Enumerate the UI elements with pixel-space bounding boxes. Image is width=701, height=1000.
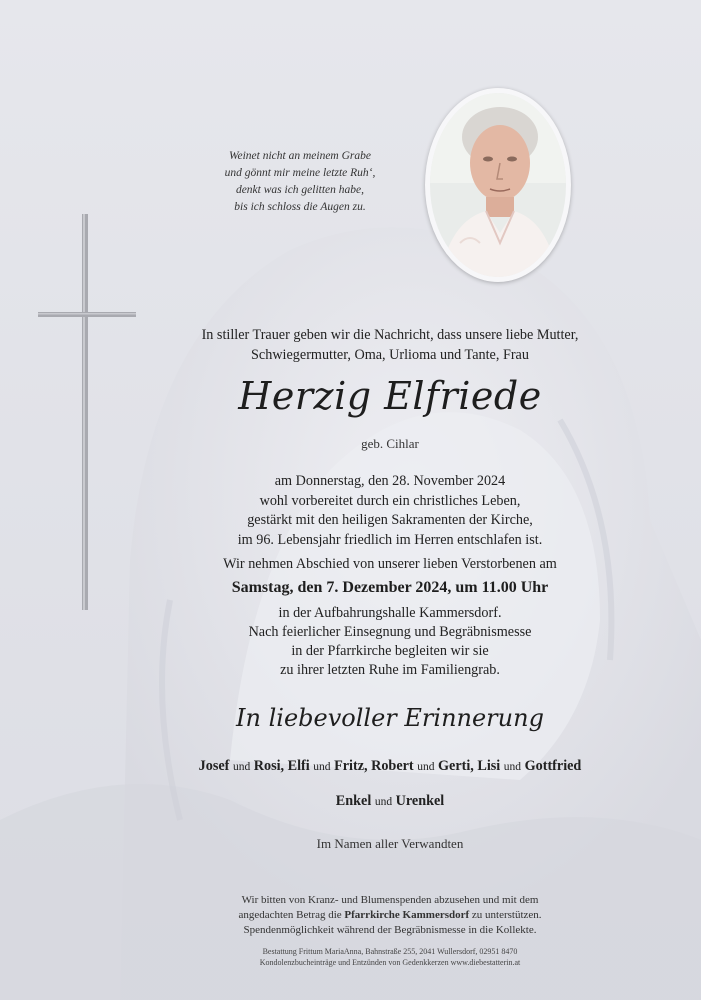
poem-line: denkt was ich gelitten habe, — [235, 184, 365, 196]
conjunction: und — [417, 761, 435, 773]
undertaker-footer — [150, 946, 630, 968]
portrait-photo — [430, 93, 566, 277]
death-line: am Donnerstag, den 28. November 2024 — [274, 473, 506, 489]
farewell-text: Wir nehmen Abschied von unserer lieben Verstorbenen am — [223, 556, 557, 572]
request-line — [150, 908, 630, 923]
intro-line: In stiller Trauer geben wir die Nachricht, dass unsere liebe Mutter, — [201, 327, 579, 343]
place-line: in der Pfarrkirche begleiten wir sie — [291, 643, 489, 659]
mourner-name: Gerti, Lisi — [437, 758, 501, 774]
funeral-date: Samstag, den 7. Dezember 2024, um 11.00 Uhr — [231, 579, 549, 596]
funeral-place — [150, 604, 630, 680]
birth-name: geb. Cihlar — [361, 436, 419, 451]
mourner-name: Josef — [198, 758, 230, 774]
mourners-list — [150, 758, 630, 775]
footer-line: Kondolenzbucheinträge und Entzünden von Gedenkkerzen www.diebestatterin.at — [259, 958, 521, 967]
conjunction: und — [374, 796, 393, 808]
intro-line: Schwiegermutter, Oma, Urlioma und Tante, Frau — [251, 347, 529, 363]
conjunction: und — [232, 761, 251, 773]
mourner-name: Enkel — [335, 793, 372, 809]
intro-text — [150, 325, 630, 365]
death-line: wohl vorbereitet durch ein christliches Leben, — [259, 492, 521, 509]
donation-request — [150, 893, 630, 938]
mourner-name: Gottfried — [524, 758, 582, 774]
poem-line: Weinet nicht an meinem Grabe — [228, 150, 371, 162]
grandchildren-line — [150, 793, 630, 810]
request-church: Pfarrkirche Kammersdorf — [344, 909, 470, 921]
footer-line: Bestattung Frittum MariaAnna, Bahnstraße 255, 2041 Wullersdorf, 02951 8470 — [262, 947, 518, 956]
poem-line: und gönnt mir meine letzte Ruh‘, — [224, 167, 376, 179]
place-line: Nach feierlicher Einsegnung und Begräbnismesse — [248, 624, 532, 640]
request-text: zu unterstützen. — [469, 909, 542, 921]
place-line: zu ihrer letzten Ruhe im Familiengrab. — [280, 662, 500, 678]
mourner-name: Fritz, Robert — [334, 758, 414, 774]
death-notice — [150, 472, 630, 550]
conjunction: und — [313, 761, 331, 773]
cross-icon — [38, 214, 136, 610]
request-text: angedachten Betrag die — [238, 909, 345, 921]
mourner-name: Rosi, Elfi — [253, 758, 310, 774]
mourner-name: Urenkel — [395, 793, 445, 809]
place-line: in der Aufbahrungshalle Kammersdorf. — [278, 605, 502, 621]
poem-quote — [190, 148, 410, 216]
memory-heading: In liebevoller Erinnerung — [236, 704, 544, 732]
request-line: Spendenmöglichkeit während der Begräbnismesse in die Kollekte. — [243, 924, 537, 936]
death-line: gestärkt mit den heiligen Sakramenten der Kirche, — [247, 512, 533, 528]
request-line: Wir bitten von Kranz- und Blumenspenden abzusehen und mit dem — [241, 894, 539, 906]
poem-line: bis ich schloss die Augen zu. — [234, 201, 366, 213]
conjunction: und — [503, 761, 522, 773]
deceased-name: Herzig Elfriede — [238, 374, 542, 418]
death-line: im 96. Lebensjahr friedlich im Herren entschlafen ist. — [237, 531, 543, 548]
portrait-frame — [425, 88, 571, 282]
relatives-line: Im Namen aller Verwandten — [316, 836, 464, 851]
